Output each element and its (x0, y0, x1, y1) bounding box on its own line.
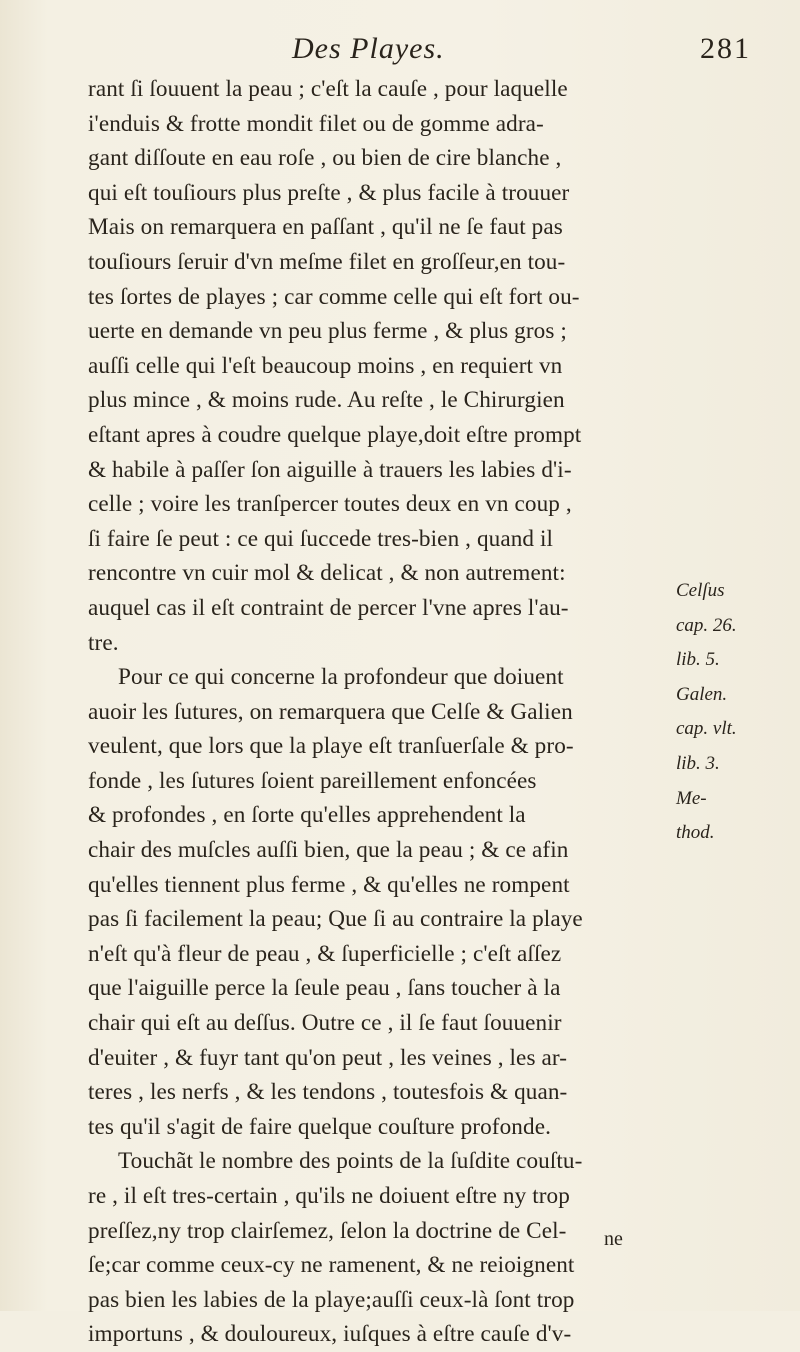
running-title: Des Playes. (292, 32, 445, 65)
margin-note: lib. 5. (676, 649, 720, 671)
text-line: eſtant apres à coudre quelque playe,doit eſtre prompt (88, 421, 582, 448)
text-line: chair qui eſt au deſſus. Outre ce , il ſe faut ſouuenir (88, 1010, 562, 1037)
text-line: auoir les ſutures, on remarquera que Celſe & Galien (88, 698, 573, 725)
text-line: rencontre vn cuir mol & delicat , & non autrement: (88, 560, 566, 587)
text-line: ſe;car comme ceux-cy ne ramenent, & ne reioignent (88, 1252, 575, 1279)
page-number: 281 (700, 32, 751, 65)
text-line: fonde , les ſutures ſoient pareillement enfoncées (88, 767, 537, 794)
text-line: ſi faire ſe peut : ce qui ſuccede tres-bien , quand il (88, 525, 554, 552)
margin-note: Me- (676, 787, 707, 809)
text-line: tes qu'il s'agit de faire quelque couſture profonde. (88, 1113, 551, 1140)
text-line: Mais on remarquera en paſſant , qu'il ne ſe faut pas (88, 214, 563, 241)
text-line: pas ſi facilement la peau; Que ſi au contraire la playe (88, 906, 583, 933)
text-line: tre. (88, 629, 119, 656)
text-line: qui eſt touſiours plus preſte , & plus facile à trouuer (88, 179, 570, 206)
margin-notes (676, 574, 796, 851)
text-line: tes ſortes de playes ; car comme celle qui eſt fort ou- (88, 283, 580, 310)
text-line: re , il eſt tres-certain , qu'ils ne doiuent eſtre ny trop (88, 1183, 570, 1209)
text-line: que l'aiguille perce la ſeule peau , ſans toucher à la (88, 975, 561, 1002)
text-line: veulent, que lors que la playe eſt tranſuerſale & pro- (88, 733, 574, 760)
paragraph-start-line: Touchãt le nombre des points de la ſuſdite couſtu- (118, 1148, 583, 1175)
text-line: preſſez,ny trop clairſemez, ſelon la doctrine de Cel- (88, 1217, 567, 1244)
text-line: importuns , & douloureux, iuſques à eſtre cauſe d'v- (88, 1321, 572, 1348)
text-line: celle ; voire les tranſpercer toutes deux en vn coup , (88, 491, 572, 518)
text-line: chair des muſcles auſſi bien, que la peau ; & ce afin (88, 837, 569, 864)
margin-note: Celſus (676, 580, 725, 601)
text-line: & habile à paſſer ſon aiguille à trauers les labies d'i- (88, 456, 572, 483)
text-line: n'eſt qu'à fleur de peau , & ſuperficielle ; c'eſt aſſez (88, 940, 562, 967)
text-line: qu'elles tiennent plus ferme , & qu'elles ne rompent (88, 871, 570, 898)
text-line: teres , les nerfs , & les tendons , toutesfois & quan- (88, 1079, 568, 1106)
margin-note: Galen. (676, 683, 728, 705)
text-line: auſſi celle qui l'eſt beaucoup moins , en requiert vn (88, 352, 563, 379)
catchword: ne (604, 1228, 623, 1250)
body-text (88, 72, 668, 1352)
margin-note: cap. 26. (676, 614, 737, 636)
margin-note: thod. (676, 822, 715, 844)
text-line: gant diſſoute en eau roſe , ou bien de cire blanche , (88, 145, 562, 172)
text-line: touſiours ſeruir d'vn meſme filet en groſſeur,en tou- (88, 248, 566, 275)
text-line: & profondes , en ſorte qu'elles apprehendent la (88, 802, 526, 829)
page-header (0, 28, 800, 72)
margin-note: cap. vlt. (676, 718, 737, 740)
text-line: i'enduis & frotte mondit filet ou de gomme adra- (88, 110, 544, 137)
text-line: uerte en demande vn peu plus ferme , & plus gros ; (88, 318, 567, 345)
text-line: plus mince , & moins rude. Au reſte , le Chirurgien (88, 387, 565, 414)
text-line: auquel cas il eſt contraint de percer l'vne apres l'au- (88, 594, 569, 621)
text-line: d'euiter , & fuyr tant qu'on peut , les veines , les ar- (88, 1044, 568, 1071)
text-line: pas bien les labies de la playe;auſſi ceux-là ſont trop (88, 1286, 575, 1313)
margin-note: lib. 3. (676, 752, 720, 774)
paragraph-start-line: Pour ce qui concerne la profondeur que doiuent (118, 664, 564, 691)
text-line: rant ſi ſouuent la peau ; c'eſt la cauſe , pour laquelle (88, 76, 568, 102)
